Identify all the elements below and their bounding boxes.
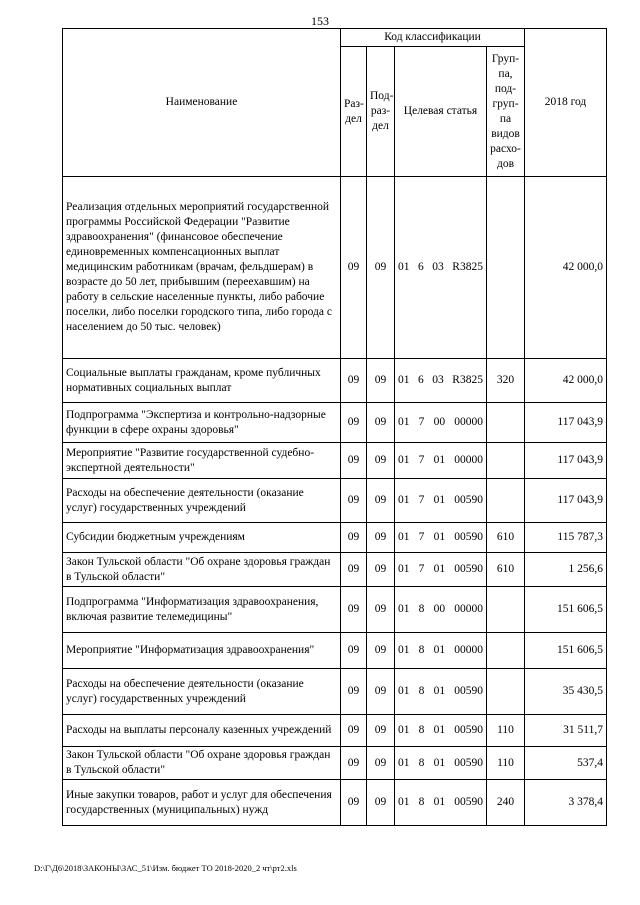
target-item-part: 01 xyxy=(398,374,410,386)
target-item-parts xyxy=(398,756,483,771)
row-expense-group xyxy=(487,443,525,479)
row-section: 09 xyxy=(341,523,367,553)
row-subsection: 09 xyxy=(367,747,395,780)
table-row xyxy=(63,553,607,587)
row-section: 09 xyxy=(341,553,367,587)
table-row xyxy=(63,780,607,826)
target-item-part: 00590 xyxy=(454,756,483,769)
row-target-item xyxy=(395,669,487,715)
target-item-part: 7 xyxy=(418,454,425,466)
table-row xyxy=(63,523,607,553)
target-item-part: 00000 xyxy=(454,454,483,466)
table-row xyxy=(63,587,607,633)
row-subsection: 09 xyxy=(367,443,395,479)
row-expense-group: 110 xyxy=(487,747,525,780)
target-item-part: 00590 xyxy=(454,494,483,506)
target-item-parts xyxy=(398,260,483,275)
table-row xyxy=(63,359,607,403)
row-target-item xyxy=(395,479,487,523)
target-item-part: 6 xyxy=(418,261,424,273)
target-item-part: 01 xyxy=(433,756,446,769)
target-item-part: 01 xyxy=(398,796,410,808)
row-expense-group xyxy=(487,669,525,715)
header-section: Раз-дел xyxy=(341,47,367,177)
row-target-item xyxy=(395,715,487,747)
row-target-item xyxy=(395,177,487,359)
row-target-item xyxy=(395,443,487,479)
target-item-part: 01 xyxy=(433,494,446,506)
target-item-part: 01 xyxy=(398,261,410,273)
table-row xyxy=(63,403,607,443)
target-item-parts xyxy=(398,684,483,699)
target-item-part: 8 xyxy=(418,603,425,615)
target-item-part: 7 xyxy=(418,531,425,543)
budget-table xyxy=(62,28,607,826)
target-item-part: 01 xyxy=(433,644,446,656)
target-item-parts xyxy=(398,415,483,430)
table-row xyxy=(63,715,607,747)
row-section: 09 xyxy=(341,747,367,780)
target-item-part: 01 xyxy=(433,796,446,808)
row-amount: 115 787,3 xyxy=(525,523,607,553)
target-item-part: 00000 xyxy=(454,603,483,615)
row-subsection: 09 xyxy=(367,523,395,553)
target-item-part: 7 xyxy=(418,494,425,506)
row-amount: 151 606,5 xyxy=(525,633,607,669)
target-item-part: 01 xyxy=(398,756,410,769)
header-code-group: Код классификации xyxy=(341,29,525,47)
target-item-part: 8 xyxy=(418,796,425,808)
row-name: Расходы на обеспечение деятельности (оказание услуг) государственных учреждений xyxy=(63,479,341,523)
row-subsection: 09 xyxy=(367,669,395,715)
row-name: Реализация отдельных мероприятий государственной программы Российской Федерации "Развитие здравоохранения" (финансовое обеспечение единовременных компенсационных выплат медицинским работникам (врачам, фельдшерам) в возрасте до 50 лет, прибывшим (переехавшим) на работу в сельские населенные пункты, либо рабочие поселки, либо поселки городского типа, либо города с населением до 50 тыс. человек) xyxy=(63,177,341,359)
table-row xyxy=(63,669,607,715)
target-item-part: 00000 xyxy=(454,644,483,656)
row-section: 09 xyxy=(341,633,367,669)
target-item-part: 8 xyxy=(418,644,425,656)
target-item-part: 00590 xyxy=(454,724,483,736)
row-name: Субсидии бюджетным учреждениям xyxy=(63,523,341,553)
row-section: 09 xyxy=(341,780,367,826)
row-name: Подпрограмма "Экспертиза и контрольно-надзорные функции в сфере охраны здоровья" xyxy=(63,403,341,443)
header-row-top xyxy=(63,29,607,47)
row-subsection: 09 xyxy=(367,479,395,523)
target-item-part: 01 xyxy=(433,454,446,466)
row-name: Мероприятие "Информатизация здравоохранения" xyxy=(63,633,341,669)
target-item-part: 01 xyxy=(398,416,410,428)
row-expense-group xyxy=(487,633,525,669)
target-item-part: 03 xyxy=(432,261,444,273)
row-section: 09 xyxy=(341,359,367,403)
target-item-part: 01 xyxy=(433,563,446,575)
row-name: Социальные выплаты гражданам, кроме публичных нормативных социальных выплат xyxy=(63,359,341,403)
target-item-part: 01 xyxy=(433,685,446,697)
row-name: Расходы на обеспечение деятельности (оказание услуг) государственных учреждений xyxy=(63,669,341,715)
header-target-item: Целевая статья xyxy=(395,47,487,177)
row-amount: 117 043,9 xyxy=(525,403,607,443)
row-amount: 42 000,0 xyxy=(525,177,607,359)
table-row xyxy=(63,177,607,359)
row-name: Подпрограмма "Информатизация здравоохранения, включая развитие телемедицины" xyxy=(63,587,341,633)
target-item-parts xyxy=(398,530,483,545)
target-item-part: 01 xyxy=(398,494,410,506)
row-amount: 117 043,9 xyxy=(525,443,607,479)
target-item-parts xyxy=(398,493,483,508)
row-expense-group: 610 xyxy=(487,553,525,587)
target-item-part: 00590 xyxy=(454,563,483,575)
row-expense-group xyxy=(487,403,525,443)
row-amount: 3 378,4 xyxy=(525,780,607,826)
row-name: Иные закупки товаров, работ и услуг для обеспечения государственных (муниципальных) нужд xyxy=(63,780,341,826)
row-amount: 1 256,6 xyxy=(525,553,607,587)
row-amount: 151 606,5 xyxy=(525,587,607,633)
target-item-part: 8 xyxy=(418,756,425,769)
target-item-part: 01 xyxy=(398,724,410,736)
target-item-part: 00 xyxy=(433,603,446,615)
target-item-part: 8 xyxy=(418,724,425,736)
row-target-item xyxy=(395,780,487,826)
row-target-item xyxy=(395,553,487,587)
target-item-part: 6 xyxy=(418,374,424,386)
row-expense-group: 320 xyxy=(487,359,525,403)
row-amount: 117 043,9 xyxy=(525,479,607,523)
header-name: Наименование xyxy=(63,29,341,177)
target-item-part: 7 xyxy=(418,416,425,428)
target-item-part: 00 xyxy=(433,416,446,428)
row-target-item xyxy=(395,587,487,633)
row-section: 09 xyxy=(341,403,367,443)
target-item-part: 01 xyxy=(398,603,410,615)
header-year: 2018 год xyxy=(525,29,607,177)
target-item-part: 7 xyxy=(418,563,425,575)
row-subsection: 09 xyxy=(367,780,395,826)
row-expense-group: 240 xyxy=(487,780,525,826)
row-section: 09 xyxy=(341,587,367,633)
target-item-part: 00590 xyxy=(454,531,483,543)
row-target-item xyxy=(395,403,487,443)
row-section: 09 xyxy=(341,479,367,523)
target-item-parts xyxy=(398,453,483,468)
row-name: Закон Тульской области "Об охране здоровья граждан в Тульской области" xyxy=(63,553,341,587)
target-item-parts xyxy=(398,723,483,738)
row-name: Расходы на выплаты персоналу казенных учреждений xyxy=(63,715,341,747)
row-expense-group: 110 xyxy=(487,715,525,747)
target-item-part: 01 xyxy=(433,724,446,736)
target-item-part: 01 xyxy=(398,685,410,697)
target-item-part: 01 xyxy=(398,454,410,466)
table-row xyxy=(63,479,607,523)
target-item-part: 8 xyxy=(418,685,425,697)
row-subsection: 09 xyxy=(367,587,395,633)
row-section: 09 xyxy=(341,715,367,747)
row-amount: 31 511,7 xyxy=(525,715,607,747)
row-target-item xyxy=(395,633,487,669)
file-path-footer: D:\Г\Д6\2018\ЗАКОНЫ\ЗАС_51\Изм. бюджет ТО 2018-2020_2 чт\рт2.xls xyxy=(34,863,297,873)
row-subsection: 09 xyxy=(367,403,395,443)
row-subsection: 09 xyxy=(367,553,395,587)
target-item-part: 03 xyxy=(432,374,444,386)
row-target-item xyxy=(395,523,487,553)
row-section: 09 xyxy=(341,443,367,479)
row-amount: 35 430,5 xyxy=(525,669,607,715)
header-expense-group: Груп-па, под-груп-па видов расхо-дов xyxy=(487,47,525,177)
row-target-item xyxy=(395,359,487,403)
page-number: 153 xyxy=(311,14,329,28)
row-name: Закон Тульской области "Об охране здоровья граждан в Тульской области" xyxy=(63,747,341,780)
table-row xyxy=(63,633,607,669)
target-item-part: 00590 xyxy=(454,796,483,808)
target-item-parts xyxy=(398,373,483,388)
table-row xyxy=(63,747,607,780)
target-item-part: R3825 xyxy=(452,261,483,273)
row-expense-group xyxy=(487,587,525,633)
row-amount: 537,4 xyxy=(525,747,607,780)
table-body xyxy=(63,177,607,826)
target-item-part: R3825 xyxy=(452,374,483,386)
target-item-part: 01 xyxy=(398,531,410,543)
row-section: 09 xyxy=(341,669,367,715)
target-item-parts xyxy=(398,602,483,617)
target-item-part: 01 xyxy=(398,644,410,656)
row-expense-group xyxy=(487,177,525,359)
row-subsection: 09 xyxy=(367,177,395,359)
row-subsection: 09 xyxy=(367,715,395,747)
row-amount: 42 000,0 xyxy=(525,359,607,403)
row-subsection: 09 xyxy=(367,633,395,669)
row-target-item xyxy=(395,747,487,780)
table-row xyxy=(63,443,607,479)
target-item-parts xyxy=(398,643,483,658)
target-item-parts xyxy=(398,562,483,577)
row-expense-group: 610 xyxy=(487,523,525,553)
row-name: Мероприятие "Развитие государственной судебно-экспертной деятельности" xyxy=(63,443,341,479)
target-item-part: 01 xyxy=(398,563,410,575)
row-section: 09 xyxy=(341,177,367,359)
row-expense-group xyxy=(487,479,525,523)
row-subsection: 09 xyxy=(367,359,395,403)
target-item-parts xyxy=(398,795,483,810)
header-subsection: Под-раз-дел xyxy=(367,47,395,177)
target-item-part: 01 xyxy=(433,531,446,543)
target-item-part: 00590 xyxy=(454,685,483,697)
target-item-part: 00000 xyxy=(454,416,483,428)
